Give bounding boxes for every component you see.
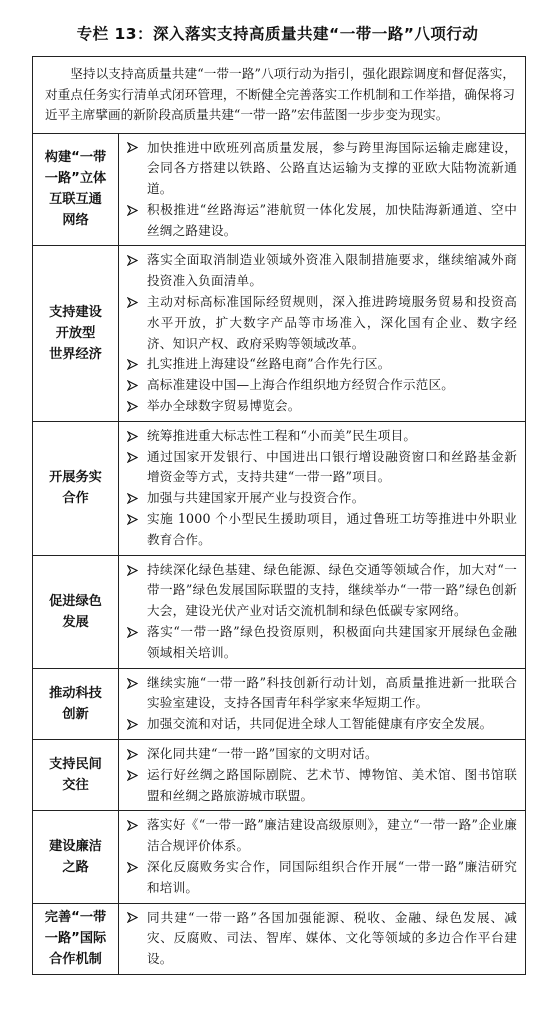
- action-item: [127, 560, 517, 622]
- action-item-text: 扎实推进上海建设“丝路电商”合作先行区。: [147, 356, 391, 372]
- action-row: [33, 903, 526, 974]
- hollow-arrow-bullet-icon: [127, 292, 147, 313]
- action-item: [127, 250, 517, 292]
- action-item-text: 深化同共建“一带一路”国家的文明对话。: [147, 746, 378, 762]
- action-row: [33, 421, 526, 555]
- action-item-text: 举办全球数字贸易博览会。: [147, 398, 301, 414]
- action-item-text: 持续深化绿色基建、绿色能源、绿色交通等领域合作，加大对“一带一路”绿色发展国际联盟的支持，继续举办“一带一路”绿色创新大会，建设光伏产业对话交流机制和绿色低碳专家网络。: [147, 561, 517, 619]
- action-items: [119, 555, 526, 668]
- action-category: [33, 421, 119, 555]
- hollow-arrow-bullet-icon: [127, 622, 147, 643]
- action-item: [127, 857, 517, 899]
- category-line: 构建“一带: [44, 150, 107, 166]
- hollow-arrow-bullet-icon: [127, 375, 147, 396]
- action-category: [33, 246, 119, 421]
- hollow-arrow-bullet-icon: [127, 250, 147, 271]
- action-row: [33, 740, 526, 811]
- action-items: [119, 903, 526, 974]
- action-item: [127, 200, 517, 242]
- action-category: [33, 811, 119, 903]
- action-row: [33, 811, 526, 903]
- action-item-text: 积极推进“丝路海运”港航贸一体化发展，加快陆海新通道、空中丝绸之路建设。: [147, 201, 517, 238]
- action-item: [127, 815, 517, 857]
- action-item-text: 主动对标高标准国际经贸规则，深入推进跨境服务贸易和投资高水平开放，扩大数字产品等市场准入，深化国有企业、数字经济、知识产权、政府采购等领域改革。: [147, 294, 517, 351]
- category-line: 合作: [62, 491, 89, 507]
- category-line: 支持建设: [49, 305, 102, 321]
- action-item: [127, 714, 517, 735]
- action-item-text: 落实“一带一路”绿色投资原则，积极面向共建国家开展绿色金融领域相关培训。: [147, 624, 517, 660]
- hollow-arrow-bullet-icon: [127, 815, 147, 836]
- category-line: 支持民间: [49, 757, 102, 773]
- category-line: 一路”国际: [44, 931, 107, 947]
- action-item-text: 加强与共建国家开展产业与投资合作。: [147, 490, 365, 506]
- hollow-arrow-bullet-icon: [127, 354, 147, 375]
- action-item-text: 高标准建设中国—上海合作组织地方经贸合作示范区。: [147, 377, 455, 393]
- category-line: 互联互通: [49, 192, 102, 208]
- action-items: [119, 740, 526, 811]
- action-row: [33, 668, 526, 739]
- action-item-text: 通过国家开发银行、中国进出口银行增设融资窗口和丝路基金新增资金等方式，支持共建“一带一路”项目。: [147, 448, 517, 485]
- category-line: 合作机制: [49, 952, 102, 968]
- category-line: 完善“一带: [44, 910, 107, 926]
- action-item: [127, 673, 517, 715]
- action-item: [127, 622, 517, 664]
- action-row: [33, 555, 526, 668]
- action-item: [127, 488, 517, 509]
- hollow-arrow-bullet-icon: [127, 714, 147, 735]
- action-item: [127, 908, 517, 970]
- action-item: [127, 509, 517, 551]
- action-category: [33, 740, 119, 811]
- action-items: [119, 246, 526, 421]
- hollow-arrow-bullet-icon: [127, 908, 147, 929]
- action-item-text: 深化反腐败务实合作，同国际组织合作开展“一带一路”廉洁研究和培训。: [147, 859, 517, 895]
- action-item: [127, 426, 517, 447]
- action-item-text: 统筹推进重大标志性工程和“小而美”民生项目。: [147, 427, 417, 443]
- action-row: [33, 133, 526, 246]
- hollow-arrow-bullet-icon: [127, 560, 147, 581]
- action-item: [127, 447, 517, 489]
- category-line: 发展: [62, 614, 89, 630]
- hollow-arrow-bullet-icon: [127, 744, 147, 765]
- hollow-arrow-bullet-icon: [127, 396, 147, 417]
- action-item-text: 实施 1000 个小型民生援助项目，通过鲁班工坊等推进中外职业教育合作。: [147, 511, 517, 547]
- action-item: [127, 396, 517, 417]
- hollow-arrow-bullet-icon: [127, 426, 147, 447]
- category-line: 开展务实: [49, 470, 102, 486]
- hollow-arrow-bullet-icon: [127, 509, 147, 530]
- category-line: 创新: [62, 706, 89, 722]
- action-item-text: 运行好丝绸之路国际剧院、艺术节、博物馆、美术馆、图书馆联盟和丝绸之路旅游城市联盟。: [147, 766, 517, 803]
- category-line: 世界经济: [49, 347, 102, 363]
- hollow-arrow-bullet-icon: [127, 765, 147, 786]
- action-item-text: 加强交流和对话，共同促进全球人工智能健康有序安全发展。: [147, 716, 493, 732]
- action-items: [119, 668, 526, 739]
- action-item: [127, 765, 517, 807]
- action-row: [33, 246, 526, 421]
- action-category: [33, 668, 119, 739]
- intro-paragraph: 坚持以支持高质量共建“一带一路”八项行动为指引，强化跟踪调度和督促落实，对重点任务实行清单式闭环管理，不断健全完善落实工作机制和工作举措，确保将习近平主席擘画的新阶段高质量共建“一带一路”宏伟蓝图一步步变为现实。: [33, 57, 526, 134]
- hollow-arrow-bullet-icon: [127, 857, 147, 878]
- action-item: [127, 292, 517, 354]
- category-line: 促进绿色: [49, 593, 102, 609]
- action-items: [119, 811, 526, 903]
- category-line: 之路: [62, 860, 89, 875]
- action-table: [32, 56, 526, 975]
- hollow-arrow-bullet-icon: [127, 488, 147, 509]
- hollow-arrow-bullet-icon: [127, 673, 147, 694]
- action-category: [33, 555, 119, 668]
- action-item: [127, 744, 517, 765]
- action-item-text: 继续实施“一带一路”科技创新行动计划，高质量推进新一批联合实验室建设，支持各国青年科学家来华短期工作。: [147, 674, 517, 711]
- action-items: [119, 421, 526, 555]
- hollow-arrow-bullet-icon: [127, 138, 147, 159]
- action-category: [33, 133, 119, 246]
- action-category: [33, 903, 119, 974]
- category-line: 网络: [62, 213, 89, 229]
- category-line: 建设廉洁: [49, 839, 102, 854]
- column-title: 专栏 13：深入落实支持高质量共建“一带一路”八项行动: [76, 25, 479, 43]
- action-item-text: 落实全面取消制造业领域外资准入限制措施要求，继续缩减外商投资准入负面清单。: [147, 252, 517, 289]
- action-item-text: 同共建“一带一路”各国加强能源、税收、金融、绿色发展、减灾、反腐败、司法、智库、媒体、文化等领域的多边合作平台建设。: [147, 909, 517, 967]
- category-line: 一路”立体: [44, 171, 107, 187]
- category-line: 推动科技: [49, 685, 102, 701]
- action-item: [127, 375, 517, 396]
- category-line: 开放型: [55, 326, 96, 342]
- hollow-arrow-bullet-icon: [127, 200, 147, 221]
- action-items: [119, 133, 526, 246]
- action-item: [127, 354, 517, 375]
- action-item-text: 加快推进中欧班列高质量发展，参与跨里海国际运输走廊建设，会同各方搭建以铁路、公路直达运输为支撑的亚欧大陆物流新通道。: [147, 139, 517, 197]
- intro-row: [33, 57, 526, 134]
- hollow-arrow-bullet-icon: [127, 447, 147, 468]
- action-item: [127, 138, 517, 200]
- action-item-text: 落实好《“一带一路”廉洁建设高级原则》，建立“一带一路”企业廉洁合规评价体系。: [147, 817, 517, 854]
- category-line: 交往: [62, 778, 89, 794]
